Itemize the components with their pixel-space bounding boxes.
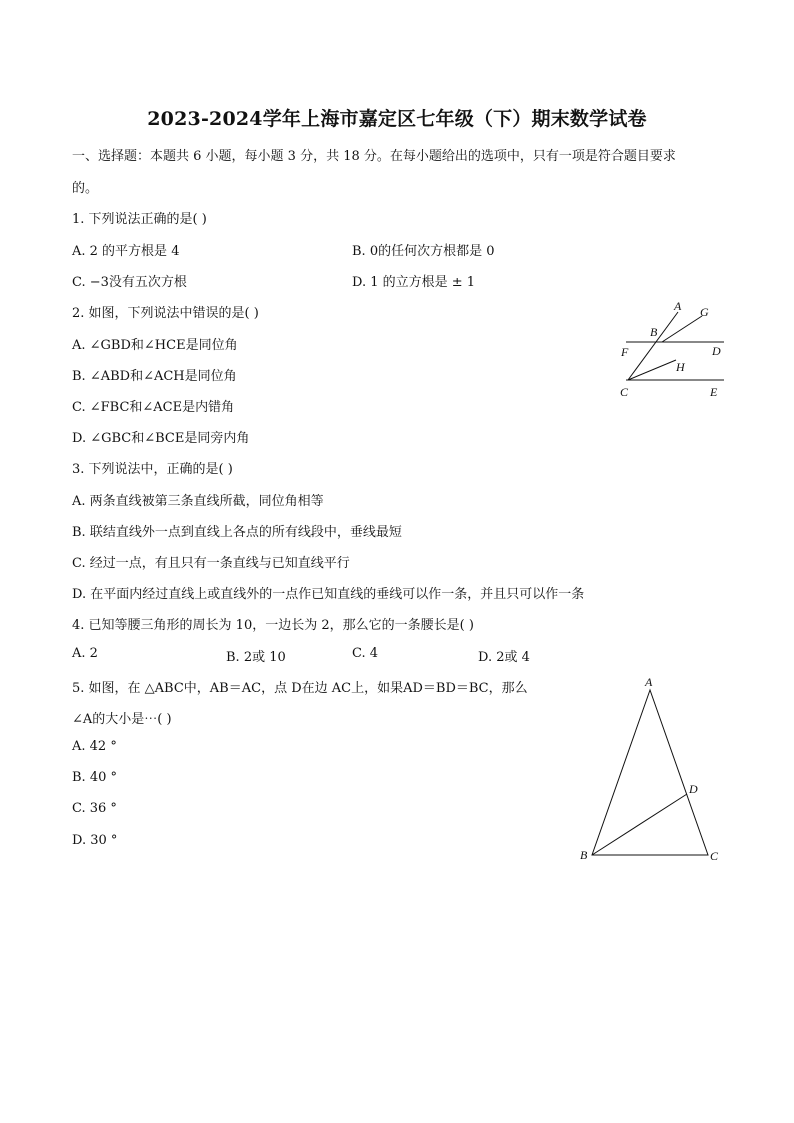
question-3-option-b: B. 联结直线外一点到直线上各点的所有线段中，垂线最短 <box>72 525 402 540</box>
page-title: 2023-2024学年上海市嘉定区七年级（下）期末数学试卷 <box>147 108 647 130</box>
label-e: E <box>710 385 718 399</box>
question-3-stem: 3. 下列说法中，正确的是( ) <box>72 462 233 477</box>
question-5-stem-line2: ∠A的大小是⋯( ) <box>72 712 172 727</box>
label-d: D <box>712 344 721 358</box>
label-b: B <box>580 848 588 862</box>
question-1-stem: 1. 下列说法正确的是( ) <box>72 212 207 227</box>
line-bg <box>662 316 702 342</box>
question-2-stem: 2. 如图，下列说法中错误的是( ) <box>72 306 259 321</box>
label-c: C <box>620 385 629 399</box>
question-5-option-a: A. 42 ° <box>72 739 117 754</box>
question-3-option-a: A. 两条直线被第三条直线所截，同位角相等 <box>72 494 324 509</box>
question-5-figure <box>570 670 730 870</box>
section-heading-line1: 一、选择题：本题共 6 小题，每小题 3 分，共 18 分。在每小题给出的选项中，只有一项是符合题目要求 <box>72 149 676 164</box>
question-1-option-d: D. 1 的立方根是 ± 1 <box>352 275 476 290</box>
label-b: B <box>650 325 658 339</box>
question-5-stem-line1: 5. 如图，在 △ABC中，AB＝AC，点 D在边 AC上，如果AD＝BD＝BC，那么 <box>72 681 528 696</box>
section-heading-line2: 的。 <box>72 181 99 196</box>
question-3-option-d: D. 在平面内经过直线上或直线外的一点作已知直线的垂线可以作一条，并且只可以作一条 <box>72 587 585 602</box>
question-5-option-c: C. 36 ° <box>72 801 117 816</box>
question-2-option-a: A. ∠GBD和∠HCE是同位角 <box>72 338 238 353</box>
question-1-option-c: C. −3没有五次方根 <box>72 275 187 290</box>
label-a: A <box>645 675 653 689</box>
triangle-abc <box>592 690 708 855</box>
question-2-option-d: D. ∠GBC和∠BCE是同旁内角 <box>72 431 250 446</box>
question-4-option-b: B. 2或 10 <box>226 650 286 665</box>
label-f: F <box>621 345 629 359</box>
segment-bd <box>592 794 687 855</box>
question-2-figure <box>612 298 742 403</box>
question-4-stem: 4. 已知等腰三角形的周长为 10，一边长为 2，那么它的一条腰长是( ) <box>72 618 474 633</box>
question-2-option-c: C. ∠FBC和∠ACE是内错角 <box>72 400 235 415</box>
question-1-option-b: B. 0的任何次方根都是 0 <box>352 244 495 259</box>
label-c: C <box>710 849 719 863</box>
question-4-option-c: C. 4 <box>352 646 379 661</box>
label-g: G <box>700 305 709 319</box>
question-2-option-b: B. ∠ABD和∠ACH是同位角 <box>72 369 237 384</box>
question-5-option-b: B. 40 ° <box>72 770 117 785</box>
label-d: D <box>689 782 698 796</box>
label-a: A <box>674 299 682 313</box>
question-4-option-d: D. 2或 4 <box>478 650 530 665</box>
question-5-option-d: D. 30 ° <box>72 833 118 848</box>
label-h: H <box>676 360 685 374</box>
question-1-option-a: A. 2 的平方根是 4 <box>72 244 180 259</box>
question-3-option-c: C. 经过一点，有且只有一条直线与已知直线平行 <box>72 556 350 571</box>
question-4-option-a: A. 2 <box>72 646 98 661</box>
